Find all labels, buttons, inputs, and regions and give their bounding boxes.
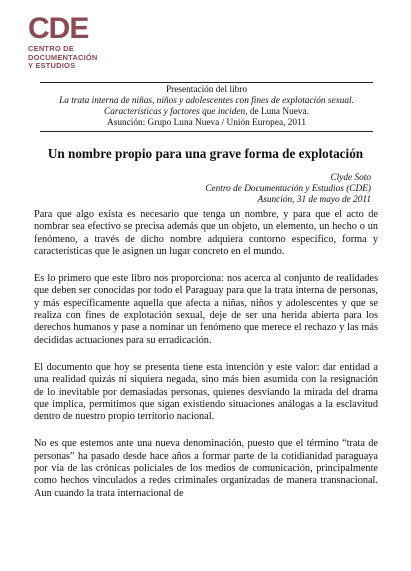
- logo-line-2: DOCUMENTACIÓN: [28, 52, 98, 62]
- presentation-header: [40, 82, 373, 132]
- header-line-4: Asunción: Grupo Luna Nueva / Unión Europea, 2011: [107, 118, 306, 128]
- article-body: [34, 209, 378, 515]
- paragraph-3: El documento que hoy se presenta tiene esta intención y este valor: dar entidad a una realidad quizás ni siquiera negada, sino más bien asumida con la resignación de lo inevitable por demasiadas personas, quienes desviando la mirada del drama que implica, permitimos que sigan existiendo situaciones análogas a la esclavitud dentro de nuestro propio territorio nacional.: [34, 361, 378, 423]
- byline-place-date: Asunción, 31 de mayo de 2011: [257, 195, 371, 205]
- logo-line-3: Y ESTUDIOS: [28, 61, 76, 71]
- header-line-3: [40, 107, 373, 118]
- logo-line-1: CENTRO DE: [28, 44, 74, 53]
- paragraph-1: Para que algo exista es necesario que tenga un nombre, y para que el acto de nombrar sea efectivo se precisa además que un objeto, un elemento, un hecho o un fenómeno, a través de dicho nombre adquiera contorno específico, forma y características que le asignen un lugar concreto en el mundo.: [34, 209, 378, 257]
- header-line-2: La trata interna de niñas, niños y adolescentes con fines de explotación sexual.: [59, 96, 354, 106]
- byline-org: Centro de Documentación y Estudios (CDE): [205, 184, 371, 194]
- paragraph-2: Es lo primero que este libro nos proporciona: nos acerca al conjunto de realidades que deben ser conocidas por todo el Paraguay para que la trata interna de personas, y más específicamente aquella que afecta a niñas, niños y adolescentes y que se realiza con fines de explotación sexual, deje de ser una herida abierta para los derechos humanos y pase a nominar un fenómeno que merece el rechazo y las más decididas actuaciones para su erradicación.: [34, 273, 378, 346]
- cde-logo: [28, 14, 128, 76]
- header-line-3-italic: Características y factores que inciden,: [104, 107, 248, 117]
- header-line-1: Presentación del libro: [165, 85, 248, 95]
- byline: [205, 173, 371, 206]
- logo-acronym: CDE: [28, 12, 89, 45]
- paragraph-4: No es que estemos ante una nueva denominación, puesto que el término “trata de personas” ha pasado desde hace años a formar parte de la cotidianidad paraguaya por vía de las crónicas policiales de los medios de comunicación, principalmente como hechos vinculados a redes criminales organizadas de manera transnacional. Aun cuando la trata internacional de: [34, 438, 378, 499]
- header-line-3-rest: de Luna Nueva.: [247, 107, 309, 117]
- article-title: Un nombre propio para una grave forma de explotación: [47, 146, 364, 161]
- byline-author: Clyde Soto: [330, 173, 371, 183]
